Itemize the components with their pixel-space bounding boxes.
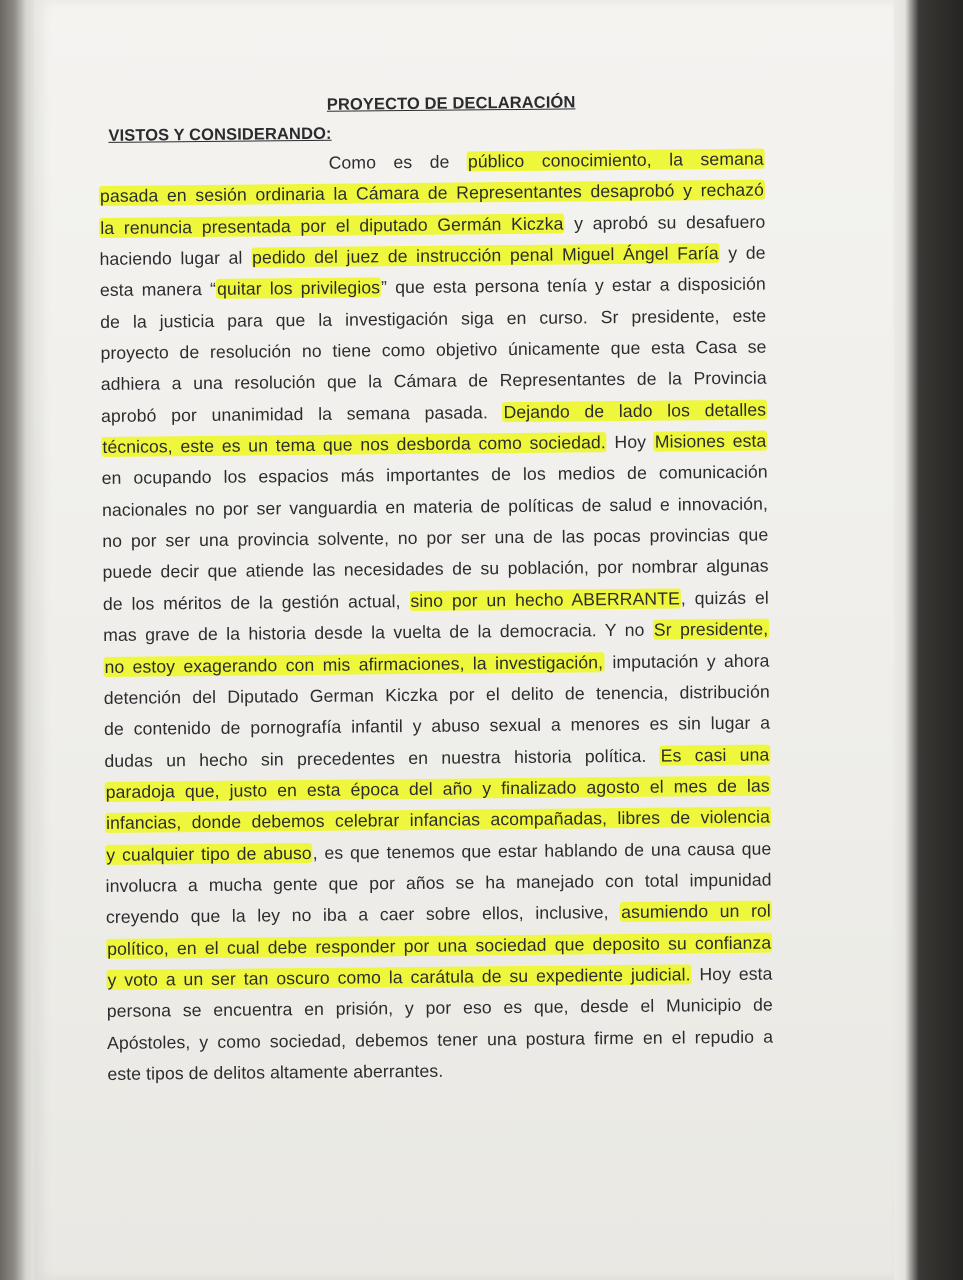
highlighted-text: público conocimiento, la semana — [467, 148, 764, 172]
table-edge — [891, 0, 963, 1280]
text-segment: proyecto de resolución no tiene como objetivo únicamente que esta Casa se — [100, 336, 767, 364]
highlighted-text: Sr presidente, — [653, 618, 769, 640]
highlighted-text: pedido del juez de instrucción penal Miguel Ángel Faría — [252, 243, 719, 268]
text-segment: , es que tenemos que estar hablando de una causa que — [312, 838, 772, 863]
text-segment: no por ser una provincia solvente, no por ser una de las pocas provincias que — [102, 524, 769, 552]
text-segment: dudas un hecho sin precedentes en nuestra historia política. — [104, 745, 660, 771]
text-segment: imputación y ahora — [603, 650, 770, 672]
document-title: PROYECTO DE DECLARACIÓN — [326, 93, 576, 114]
highlighted-text: Dejando de lado los detalles — [503, 399, 767, 422]
text-segment: persona se encuentra en prisión, y por eso es que, desde el Municipio de — [106, 994, 773, 1022]
text-segment: Apóstoles, y como sociedad, debemos tener una postura firme en el repudio a — [107, 1026, 774, 1053]
text-segment: este tipos de delitos altamente aberrantes. — [107, 1060, 444, 1084]
text-segment: mas grave de la historia desde la vuelta de la democracia. Y no — [103, 619, 653, 646]
text-line — [107, 1053, 773, 1091]
text-segment: detención del Diputado German Kiczka por el delito de tenencia, distribución — [103, 681, 770, 708]
declaration-document — [98, 86, 774, 1091]
text-segment: nacionales no por ser vanguardia en materia de políticas de salud e innovación, — [101, 493, 769, 520]
text-segment: adhiera a una resolución que la Cámara de Representantes de la Provincia — [100, 368, 767, 395]
text-segment: esta manera “ — [99, 279, 217, 301]
highlighted-text: político, en el cual debe responder por una sociedad que deposito su confianza — [107, 932, 772, 959]
document-body — [99, 144, 774, 1091]
text-segment: y aprobó su desafuero — [564, 211, 766, 234]
section-heading: VISTOS Y CONSIDERANDO: — [108, 124, 332, 145]
text-segment: aprobó por unanimidad la semana pasada. — [101, 401, 503, 426]
text-segment: ” que esta persona tenía y estar a disposición — [380, 273, 766, 298]
highlighted-text: técnicos, este es un tema que nos desborda como sociedad. — [102, 432, 606, 458]
text-segment: en ocupando los espacios más importantes de los medios de comunicación — [101, 462, 768, 489]
highlighted-text: no estoy exagerando con mis afirmaciones, la investigación, — [104, 651, 604, 677]
text-segment: de la justicia para que la investigación siga en curso. Sr presidente, este — [100, 305, 767, 332]
text-segment: haciendo lugar al — [99, 247, 252, 270]
text-segment: Hoy — [606, 431, 654, 453]
text-segment: de contenido de pornografía infantil y abuso sexual a menores es sin lugar a — [104, 712, 771, 740]
highlighted-text: y voto a un ser tan oscuro como la carátula de su expediente judicial. — [107, 964, 691, 990]
highlighted-text: y cualquier tipo de abuso — [106, 842, 312, 865]
text-segment: puede decir que atiende las necesidades de su población, por nombrar algunas — [102, 556, 769, 583]
highlighted-text: quitar los privilegios — [216, 277, 381, 300]
text-segment: de los méritos de la gestión actual, — [102, 590, 410, 614]
text-line — [107, 1021, 773, 1059]
text-segment: creyendo que la ley no iba a caer sobre ellos, inclusive, — [105, 902, 621, 928]
highlighted-text: paradoja que, justo en esta época del año y finalizado agosto el mes de las — [105, 775, 770, 802]
highlighted-text: pasada en sesión ordinaria la Cámara de Representantes desaprobó y rechazó — [99, 179, 765, 207]
highlighted-text: Es casi una — [660, 744, 770, 766]
text-segment: , quizás el — [680, 587, 769, 609]
text-segment: Hoy esta — [691, 963, 773, 985]
highlighted-text: Misiones esta — [654, 430, 767, 452]
text-segment: involucra a mucha gente que por años se ha manejado con total impunidad — [105, 869, 772, 896]
highlighted-text: la renuncia presentada por el diputado Germán Kiczka — [100, 213, 564, 238]
text-segment: Como es de — [328, 151, 468, 173]
highlighted-text: sino por un hecho ABERRANTE — [410, 588, 680, 611]
text-segment: y de — [719, 242, 766, 264]
highlighted-text: infancias, donde debemos celebrar infancias acompañadas, libres de violencia — [105, 806, 771, 834]
highlighted-text: asumiendo un rol — [621, 900, 771, 923]
